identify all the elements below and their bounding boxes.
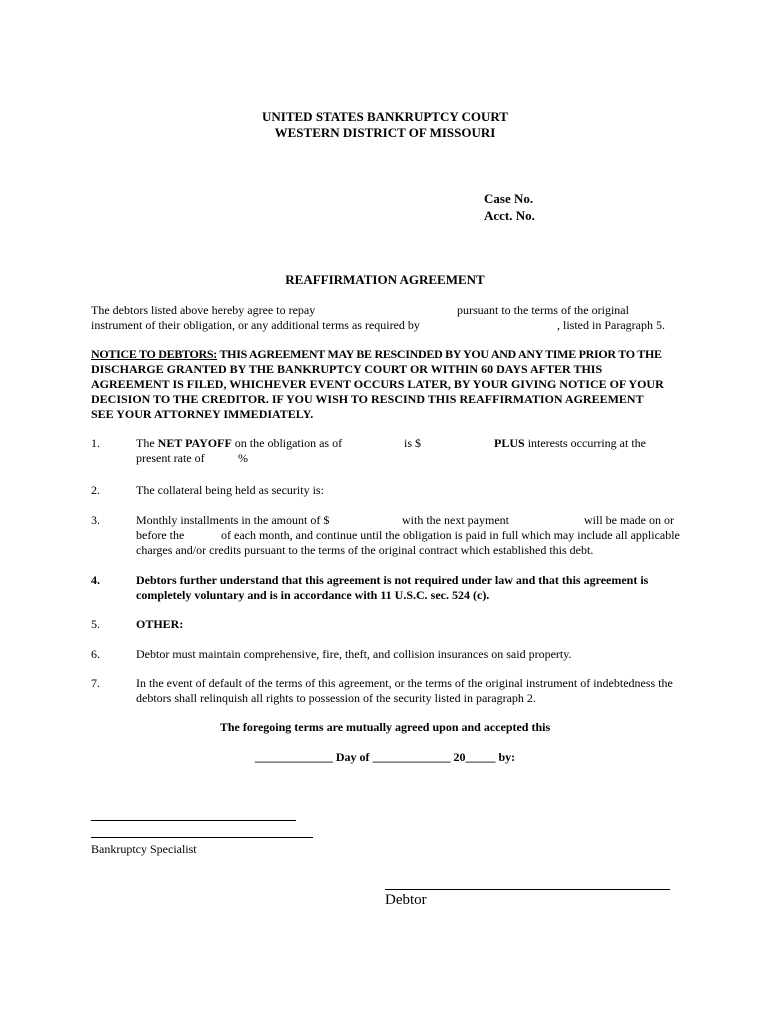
notice-label: NOTICE TO DEBTORS: — [91, 347, 217, 361]
item-7-line1: In the event of default of the terms of this agreement, or the terms of the original instrument of indebtedness the — [136, 676, 673, 690]
signature-line-1 — [91, 820, 296, 821]
item-3-charges: charges and/or credits pursuant to the terms of the original contract which established this debt. — [136, 543, 594, 557]
intro-line1-b: pursuant to the terms of the original — [457, 303, 629, 317]
item-3-before-the: before the — [136, 528, 185, 542]
item-2-text: The collateral being held as security is: — [136, 483, 324, 497]
item-7-text — [136, 676, 696, 706]
court-header — [0, 109, 770, 141]
item-5-other: OTHER: — [136, 617, 184, 631]
item-1-present-rate: present rate of — [136, 451, 205, 465]
agreement-date-line: _____________ Day of _____________ 20_____ by: — [254, 750, 516, 764]
item-6-number: 6. — [91, 647, 100, 661]
item-3-made-on: will be made on or — [584, 513, 674, 527]
debtor-label: Debtor — [385, 892, 427, 908]
court-name: UNITED STATES BANKRUPTCY COURT — [262, 109, 508, 124]
notice-line5: SEE YOUR ATTORNEY IMMEDIATELY. — [91, 407, 314, 421]
item-1-percent: % — [238, 451, 248, 465]
notice-line3: AGREEMENT IS FILED, WHICHEVER EVENT OCCURS LATER, BY YOUR GIVING NOTICE OF YOUR — [91, 377, 664, 391]
item-5-number: 5. — [91, 617, 100, 631]
item-1-is-dollar: is $ — [404, 436, 422, 450]
intro-line1-a: The debtors listed above hereby agree to repay — [91, 303, 316, 317]
item-1-text-b — [494, 436, 646, 451]
notice-line4: DECISION TO THE CREDITOR. IF YOU WISH TO RESCIND THIS REAFFIRMATION AGREEMENT — [91, 392, 644, 406]
item-4-number: 4. — [91, 573, 100, 587]
signature-line-2 — [91, 837, 313, 838]
debtor-signature-line — [385, 889, 670, 890]
item-3-monthly: Monthly installments in the amount of $ — [136, 513, 330, 527]
notice-line2: DISCHARGE GRANTED BY THE BANKRUPTCY COURT OR WITHIN 60 DAYS AFTER THIS — [91, 362, 603, 376]
item-1-number: 1. — [91, 436, 100, 450]
item-3-number: 3. — [91, 513, 100, 527]
item-4-line1: Debtors further understand that this agreement is not required under law and that this agreement is — [136, 573, 649, 587]
intro-line2-a: instrument of their obligation, or any additional terms as required by — [91, 318, 420, 332]
item-1-obligation-as-of: on the obligation as of — [234, 436, 343, 450]
item-6-text: Debtor must maintain comprehensive, fire, theft, and collision insurances on said property. — [136, 647, 572, 661]
intro-line2-b: , listed in Paragraph 5. — [557, 318, 665, 332]
bankruptcy-specialist-label: Bankruptcy Specialist — [91, 842, 197, 856]
notice-to-debtors — [91, 347, 691, 422]
agreement-statement: The foregoing terms are mutually agreed upon and accepted this — [219, 720, 551, 734]
item-3-next-payment: with the next payment — [402, 513, 509, 527]
item-4-line2: completely voluntary and is in accordance with 11 U.S.C. sec. 524 (c). — [136, 588, 490, 602]
item-1-the: The — [136, 436, 155, 450]
item-4-text — [136, 573, 696, 603]
item-3-each-month: of each month, and continue until the obligation is paid in full which may include all applicable — [221, 528, 680, 542]
item-1-interests: interests occurring at the — [527, 436, 646, 450]
case-number-label: Case No. — [484, 191, 534, 206]
account-number-label: Acct. No. — [484, 208, 535, 223]
item-1-net-payoff: NET PAYOFF — [157, 436, 232, 450]
case-info — [484, 190, 535, 224]
document-title: REAFFIRMATION AGREEMENT — [285, 272, 485, 287]
item-1-text-a — [136, 436, 342, 451]
item-7-line2: debtors shall relinquish all rights to possession of the security listed in paragraph 2. — [136, 691, 536, 705]
item-1-plus: PLUS — [494, 436, 525, 450]
item-7-number: 7. — [91, 676, 100, 690]
notice-line1: THIS AGREEMENT MAY BE RESCINDED BY YOU AND ANY TIME PRIOR TO THE — [219, 347, 662, 361]
court-district: WESTERN DISTRICT OF MISSOURI — [274, 125, 496, 140]
item-2-number: 2. — [91, 483, 100, 497]
